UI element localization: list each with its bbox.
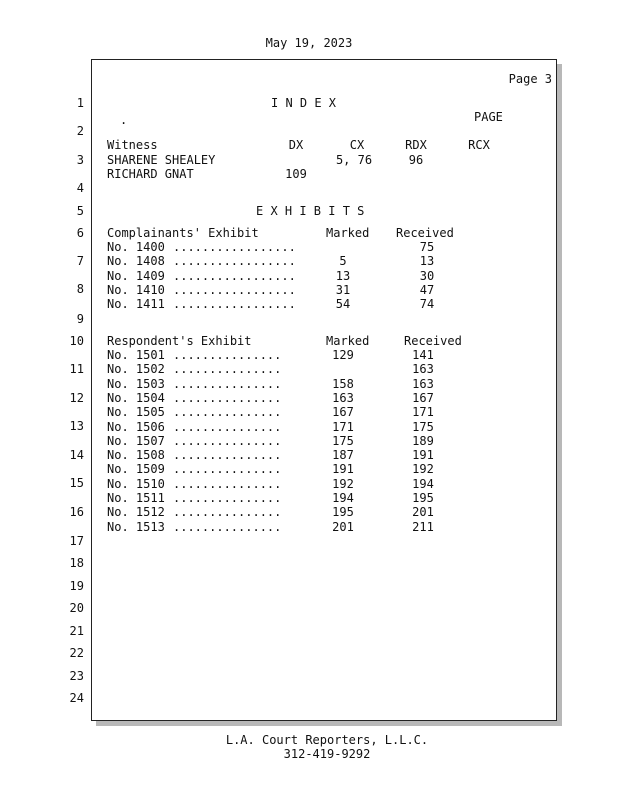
dx-header: DX: [288, 138, 304, 152]
line-number: 15: [69, 476, 84, 490]
leader-dots: ...............: [173, 448, 282, 463]
exhibit-number: No. 1410: [107, 282, 165, 297]
exhibit-number: No. 1509: [107, 462, 165, 477]
respondents-exhibit-header: Respondent's Exhibit: [107, 334, 252, 348]
exhibit-received: 192: [412, 462, 434, 477]
exhibit-number: No. 1409: [107, 268, 165, 283]
exhibit-received: 47: [419, 282, 435, 297]
exhibit-received: 195: [412, 491, 434, 505]
exhibit-marked: 158: [332, 376, 354, 391]
exhibit-marked: 192: [332, 476, 354, 491]
exhibits-title: E X H I B I T S: [256, 204, 365, 218]
exhibit-marked: 167: [332, 405, 354, 420]
respondents-received-header: Received: [404, 334, 462, 348]
line-number: 21: [69, 624, 84, 638]
exhibit-marked: 129: [332, 348, 354, 362]
line-number: 1: [76, 96, 84, 110]
line-number: 23: [69, 669, 84, 683]
exhibit-number: No. 1507: [107, 433, 165, 448]
leader-dots: .................: [173, 254, 296, 269]
exhibit-marked: 194: [332, 491, 354, 505]
exhibit-received: 191: [412, 448, 434, 463]
exhibit-number: No. 1503: [107, 376, 165, 391]
leader-dots: ...............: [173, 405, 282, 420]
exhibit-number: No. 1511: [107, 491, 165, 505]
leader-dots: .................: [173, 268, 296, 283]
exhibit-received: 163: [412, 376, 434, 391]
line-number: 7: [76, 254, 84, 268]
line-number: 18: [69, 556, 84, 570]
witness-cx: 5, 76: [335, 153, 373, 167]
index-title: I N D E X: [271, 96, 337, 110]
line-number: 13: [69, 419, 84, 433]
exhibit-number: No. 1505: [107, 405, 165, 420]
exhibit-marked: 191: [332, 462, 354, 477]
exhibit-received: 167: [412, 390, 434, 405]
exhibit-received: 171: [412, 405, 434, 420]
exhibit-received: 13: [419, 254, 435, 269]
rdx-header: RDX: [405, 138, 427, 152]
leader-dots: .................: [173, 297, 296, 312]
exhibit-number: No. 1400: [107, 240, 165, 254]
leader-dots: ...............: [173, 419, 282, 434]
line-number: 20: [69, 601, 84, 615]
exhibit-marked: 163: [332, 390, 354, 405]
exhibit-number: No. 1504: [107, 390, 165, 405]
exhibit-marked: 175: [332, 433, 354, 448]
exhibit-number: No. 1510: [107, 476, 165, 491]
witness-name: SHARENE SHEALEY: [107, 153, 216, 167]
exhibit-marked: 31: [335, 282, 351, 297]
exhibit-received: 141: [412, 348, 434, 362]
exhibit-number: No. 1512: [107, 505, 165, 520]
exhibit-number: No. 1513: [107, 519, 165, 534]
exhibit-number: No. 1506: [107, 419, 165, 434]
leader-dots: .................: [173, 240, 296, 254]
exhibit-received: 75: [419, 240, 435, 254]
stray-mark: .: [120, 113, 128, 127]
line-number: 10: [69, 334, 84, 348]
leader-dots: ...............: [173, 390, 282, 405]
leader-dots: ...............: [173, 462, 282, 477]
exhibit-number: No. 1408: [107, 254, 165, 269]
exhibit-received: 74: [419, 297, 435, 312]
exhibit-marked: 5: [339, 254, 347, 269]
leader-dots: ...............: [173, 433, 282, 448]
complainants-marked-header: Marked: [326, 226, 370, 240]
complainants-received-header: Received: [396, 226, 454, 240]
line-number: 5: [76, 204, 84, 218]
leader-dots: ...............: [173, 505, 282, 520]
leader-dots: ...............: [173, 376, 282, 391]
line-number: 16: [69, 505, 84, 519]
page-number-label: Page 3: [508, 72, 552, 86]
exhibit-marked: 201: [332, 519, 354, 534]
line-number: 17: [69, 534, 84, 548]
leader-dots: ...............: [173, 491, 282, 505]
line-number: 3: [76, 153, 84, 167]
leader-dots: ...............: [173, 348, 282, 362]
line-number: 11: [69, 362, 84, 376]
exhibit-received: 189: [412, 433, 434, 448]
exhibit-marked: 171: [332, 419, 354, 434]
exhibit-number: No. 1508: [107, 448, 165, 463]
leader-dots: .................: [173, 282, 296, 297]
witness-header: Witness: [107, 138, 158, 152]
line-number: 9: [76, 312, 84, 326]
exhibit-received: 30: [419, 268, 435, 283]
exhibit-marked: 187: [332, 448, 354, 463]
exhibit-marked: 13: [335, 268, 351, 283]
leader-dots: ...............: [173, 476, 282, 491]
exhibit-number: No. 1411: [107, 297, 165, 312]
footer-company: L.A. Court Reporters, L.L.C.: [225, 733, 429, 747]
line-number: 8: [76, 282, 84, 296]
exhibit-received: 211: [412, 519, 434, 534]
exhibit-received: 194: [412, 476, 434, 491]
line-number: 4: [76, 181, 84, 195]
line-number: 12: [69, 391, 84, 405]
line-number: 24: [69, 691, 84, 705]
exhibit-marked: 195: [332, 505, 354, 520]
line-number: 14: [69, 448, 84, 462]
line-number: 22: [69, 646, 84, 660]
witness-rdx: 96: [408, 153, 424, 167]
witness-dx: 109: [285, 167, 307, 181]
exhibit-received: 201: [412, 505, 434, 520]
line-number: 6: [76, 226, 84, 240]
exhibit-received: 175: [412, 419, 434, 434]
cx-header: CX: [349, 138, 365, 152]
line-number: 19: [69, 579, 84, 593]
respondents-marked-header: Marked: [326, 334, 370, 348]
exhibit-received: 163: [412, 362, 434, 377]
exhibit-number: No. 1502: [107, 362, 165, 377]
line-number: 2: [76, 124, 84, 138]
leader-dots: ...............: [173, 362, 282, 377]
rcx-header: RCX: [468, 138, 490, 152]
exhibit-marked: 54: [335, 297, 351, 312]
witness-name: RICHARD GNAT: [107, 167, 194, 181]
index-page-column-header: PAGE: [474, 110, 503, 124]
leader-dots: ...............: [173, 519, 282, 534]
complainants-exhibit-header: Complainants' Exhibit: [107, 226, 259, 240]
transcript-date: May 19, 2023: [265, 36, 353, 50]
exhibit-number: No. 1501: [107, 348, 165, 362]
footer-phone: 312-419-9292: [283, 747, 371, 761]
